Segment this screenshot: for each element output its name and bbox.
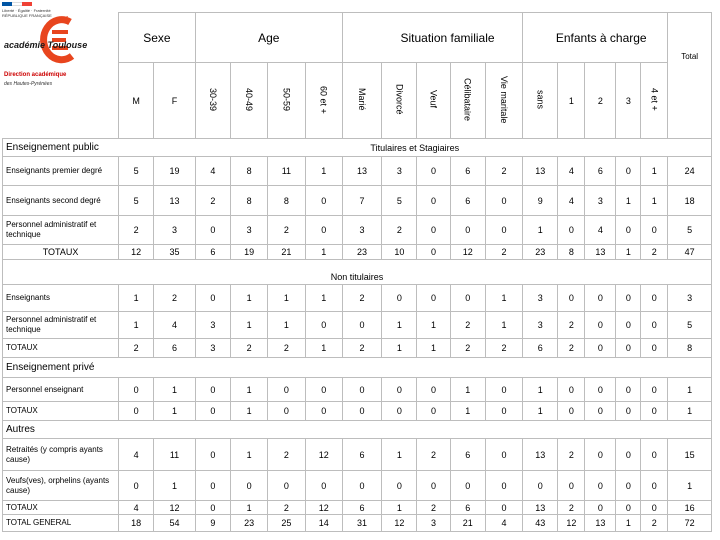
row-label: Enseignants [3, 285, 119, 312]
table-cell: 1 [523, 378, 558, 402]
table-cell: 0 [485, 186, 522, 216]
table-cell: 1 [230, 501, 267, 515]
table-cell: 0 [485, 501, 522, 515]
table-cell: 0 [585, 501, 616, 515]
table-cell: 0 [585, 471, 616, 501]
table-cell: 0 [305, 186, 342, 216]
table-cell: 0 [342, 402, 381, 421]
table-cell: 13 [154, 186, 195, 216]
table-cell: 21 [450, 515, 485, 532]
table-cell: 0 [450, 285, 485, 312]
col-marie: Marié [342, 63, 381, 139]
table-cell: 12 [305, 501, 342, 515]
table-cell: 6 [450, 186, 485, 216]
table-cell: 0 [342, 312, 381, 339]
table-cell: 6 [450, 439, 485, 471]
table-cell: 2 [417, 501, 450, 515]
table-cell: 6 [585, 157, 616, 186]
table-cell: 0 [268, 471, 305, 501]
table-cell: 1 [230, 402, 267, 421]
table-cell: 0 [616, 285, 641, 312]
table-cell: 4 [558, 186, 585, 216]
row-total-cell: 16 [668, 501, 712, 515]
table-cell: 0 [195, 402, 230, 421]
table-cell: 0 [641, 216, 668, 245]
table-cell: 0 [585, 378, 616, 402]
table-cell: 1 [382, 339, 417, 358]
table-cell: 13 [523, 439, 558, 471]
row-label: TOTAUX [3, 245, 119, 260]
table-cell: 0 [616, 378, 641, 402]
table-cell: 2 [268, 501, 305, 515]
row-total-cell: 72 [668, 515, 712, 532]
section-autres: Autres [3, 421, 712, 439]
table-cell: 6 [523, 339, 558, 358]
logo-cell [3, 13, 119, 63]
table-cell: 23 [342, 245, 381, 260]
table-cell: 2 [485, 339, 522, 358]
table-cell: 0 [616, 157, 641, 186]
col-veuf: Veuf [417, 63, 450, 139]
col-50-59: 50-59 [268, 63, 305, 139]
table-cell: 0 [382, 402, 417, 421]
table-cell: 2 [558, 339, 585, 358]
table-cell: 0 [641, 402, 668, 421]
table-cell: 0 [558, 285, 585, 312]
table-cell: 9 [195, 515, 230, 532]
table-cell: 1 [485, 312, 522, 339]
table-cell: 2 [342, 339, 381, 358]
col-4-plus: 4 et + [641, 63, 668, 139]
table-cell: 6 [342, 501, 381, 515]
table-cell: 12 [558, 515, 585, 532]
table-cell: 2 [268, 216, 305, 245]
table-cell: 0 [585, 439, 616, 471]
col-3: 3 [616, 63, 641, 139]
table-cell: 4 [585, 216, 616, 245]
department-label: des Hautes-Pyrénées [4, 81, 53, 87]
table-cell: 2 [450, 312, 485, 339]
table-cell: 9 [523, 186, 558, 216]
table-cell: 0 [641, 378, 668, 402]
table-cell: 0 [417, 216, 450, 245]
table-row [3, 471, 712, 501]
table-cell: 0 [305, 312, 342, 339]
table-cell: 0 [641, 285, 668, 312]
table-cell: 0 [342, 471, 381, 501]
table-cell: 2 [641, 245, 668, 260]
table-cell: 1 [616, 245, 641, 260]
table-cell: 3 [342, 216, 381, 245]
table-cell: 6 [154, 339, 195, 358]
row-total-cell: 5 [668, 312, 712, 339]
table-row [3, 339, 712, 358]
col-divorce: Divorcé [382, 63, 417, 139]
table-cell: 0 [119, 471, 154, 501]
table-cell: 0 [119, 378, 154, 402]
table-cell: 0 [485, 439, 522, 471]
header-age: Age [195, 13, 342, 63]
table-cell: 6 [195, 245, 230, 260]
direction-label: Direction académique [4, 72, 67, 78]
table-cell: 1 [230, 285, 267, 312]
table-row [3, 378, 712, 402]
table-cell: 0 [417, 471, 450, 501]
statistics-table [2, 12, 712, 532]
row-label: Enseignants second degré [3, 186, 119, 216]
col-30-39: 30-39 [195, 63, 230, 139]
table-cell: 1 [382, 501, 417, 515]
table-cell: 0 [417, 186, 450, 216]
row-total-cell: 15 [668, 439, 712, 471]
row-total-cell: 47 [668, 245, 712, 260]
table-cell: 31 [342, 515, 381, 532]
table-cell: 2 [382, 216, 417, 245]
table-cell: 13 [585, 245, 616, 260]
table-cell: 0 [417, 378, 450, 402]
table-cell: 4 [558, 157, 585, 186]
table-cell: 0 [523, 471, 558, 501]
table-cell: 3 [195, 312, 230, 339]
table-row [3, 515, 712, 532]
table-cell: 0 [558, 216, 585, 245]
table-cell: 4 [119, 501, 154, 515]
table-cell: 2 [268, 339, 305, 358]
table-cell: 0 [268, 378, 305, 402]
row-label: TOTAL GENERAL [3, 515, 119, 532]
table-cell: 0 [585, 339, 616, 358]
table-cell: 19 [154, 157, 195, 186]
table-cell: 1 [485, 285, 522, 312]
table-row [3, 501, 712, 515]
table-cell: 0 [195, 216, 230, 245]
row-label: Personnel administratif et technique [3, 216, 119, 245]
table-cell: 1 [450, 378, 485, 402]
table-cell: 1 [305, 339, 342, 358]
table-cell: 0 [616, 501, 641, 515]
table-cell: 0 [641, 471, 668, 501]
academy-name: académie Toulouse [4, 40, 88, 50]
table-cell: 0 [485, 402, 522, 421]
table-cell: 19 [230, 245, 267, 260]
table-cell: 0 [558, 471, 585, 501]
table-cell: 0 [616, 471, 641, 501]
table-cell: 0 [119, 402, 154, 421]
table-row [3, 285, 712, 312]
table-cell: 54 [154, 515, 195, 532]
table-cell: 1 [154, 402, 195, 421]
table-cell: 0 [417, 402, 450, 421]
table-cell: 23 [523, 245, 558, 260]
table-cell: 1 [230, 378, 267, 402]
table-cell: 12 [382, 515, 417, 532]
table-cell: 1 [616, 515, 641, 532]
table-cell: 8 [268, 186, 305, 216]
table-cell: 0 [641, 439, 668, 471]
row-label: Personnel administratif et technique [3, 312, 119, 339]
table-cell: 1 [305, 157, 342, 186]
table-cell: 4 [154, 312, 195, 339]
row-total-cell: 5 [668, 216, 712, 245]
col-40-49: 40-49 [230, 63, 267, 139]
table-cell: 1 [641, 157, 668, 186]
table-cell: 2 [342, 285, 381, 312]
table-cell: 0 [195, 285, 230, 312]
table-cell: 0 [585, 312, 616, 339]
table-cell: 2 [119, 339, 154, 358]
table-cell: 1 [119, 312, 154, 339]
table-cell: 0 [641, 339, 668, 358]
table-cell: 13 [342, 157, 381, 186]
table-cell: 1 [119, 285, 154, 312]
table-cell: 5 [119, 186, 154, 216]
col-m: M [119, 63, 154, 139]
table-cell: 1 [450, 402, 485, 421]
table-cell: 0 [195, 378, 230, 402]
col-2: 2 [585, 63, 616, 139]
table-cell: 3 [417, 515, 450, 532]
table-cell: 2 [230, 339, 267, 358]
table-cell: 0 [230, 471, 267, 501]
table-row [3, 439, 712, 471]
table-cell: 1 [523, 402, 558, 421]
row-label: Veufs(ves), orphelins (ayants cause) [3, 471, 119, 501]
table-cell: 3 [382, 157, 417, 186]
row-total-cell: 8 [668, 339, 712, 358]
table-cell: 0 [268, 402, 305, 421]
table-cell: 13 [585, 515, 616, 532]
section-titulaires: Titulaires et Stagiaires [119, 139, 712, 157]
row-total-cell: 24 [668, 157, 712, 186]
table-cell: 0 [417, 285, 450, 312]
table-cell: 0 [616, 339, 641, 358]
table-cell: 2 [485, 157, 522, 186]
table-cell: 13 [523, 501, 558, 515]
table-cell: 6 [342, 439, 381, 471]
col-vie-maritale: Vie maritale [485, 63, 522, 139]
table-cell: 2 [119, 216, 154, 245]
table-cell: 0 [641, 501, 668, 515]
header-situation: Situation familiale [342, 13, 522, 63]
table-cell: 4 [485, 515, 522, 532]
table-cell: 3 [585, 186, 616, 216]
section-prive: Enseignement privé [3, 358, 712, 378]
table-cell: 25 [268, 515, 305, 532]
table-cell: 1 [154, 471, 195, 501]
table-cell: 12 [154, 501, 195, 515]
table-cell: 1 [417, 339, 450, 358]
table-cell: 0 [382, 471, 417, 501]
table-cell: 21 [268, 245, 305, 260]
table-cell: 0 [616, 439, 641, 471]
table-cell: 3 [523, 312, 558, 339]
table-cell: 2 [558, 501, 585, 515]
table-cell: 0 [382, 285, 417, 312]
table-cell: 0 [342, 378, 381, 402]
table-cell: 1 [616, 186, 641, 216]
table-cell: 18 [119, 515, 154, 532]
row-total-cell: 3 [668, 285, 712, 312]
table-cell: 0 [558, 378, 585, 402]
table-cell: 5 [119, 157, 154, 186]
table-cell: 1 [305, 245, 342, 260]
table-cell: 8 [230, 186, 267, 216]
row-total-cell: 1 [668, 471, 712, 501]
table-row [3, 216, 712, 245]
column-header-row [3, 63, 712, 139]
french-flag-icon [2, 2, 32, 6]
table-cell: 0 [450, 471, 485, 501]
table-cell: 3 [195, 339, 230, 358]
table-cell: 0 [195, 501, 230, 515]
table-row [3, 157, 712, 186]
table-cell: 1 [382, 439, 417, 471]
table-cell: 6 [450, 157, 485, 186]
col-1: 1 [558, 63, 585, 139]
header-total: Total [668, 13, 712, 63]
table-cell: 7 [342, 186, 381, 216]
table-cell: 12 [450, 245, 485, 260]
table-cell: 1 [154, 378, 195, 402]
section-public: Enseignement public [3, 139, 119, 157]
table-row [3, 186, 712, 216]
header-sexe: Sexe [119, 13, 196, 63]
table-row [3, 245, 712, 260]
table-cell: 0 [195, 439, 230, 471]
table-cell: 0 [558, 402, 585, 421]
table-cell: 2 [558, 312, 585, 339]
table-cell: 0 [616, 216, 641, 245]
table-cell: 2 [485, 245, 522, 260]
table-cell: 2 [641, 515, 668, 532]
table-cell: 1 [268, 285, 305, 312]
table-cell: 0 [585, 285, 616, 312]
table-row [3, 402, 712, 421]
table-cell: 0 [585, 402, 616, 421]
table-cell: 1 [305, 285, 342, 312]
table-cell: 2 [195, 186, 230, 216]
table-cell: 0 [450, 216, 485, 245]
row-total-cell: 1 [668, 378, 712, 402]
table-cell: 14 [305, 515, 342, 532]
table-cell: 0 [417, 157, 450, 186]
row-label: TOTAUX [3, 339, 119, 358]
col-60-plus: 60 et + [305, 63, 342, 139]
col-sans: sans [523, 63, 558, 139]
col-f: F [154, 63, 195, 139]
col-celibataire: Célibataire [450, 63, 485, 139]
table-cell: 5 [382, 186, 417, 216]
table-cell: 10 [382, 245, 417, 260]
table-cell: 0 [305, 378, 342, 402]
table-cell: 2 [417, 439, 450, 471]
table-cell: 12 [119, 245, 154, 260]
table-cell: 2 [154, 285, 195, 312]
table-cell: 0 [417, 245, 450, 260]
table-cell: 2 [558, 439, 585, 471]
table-cell: 0 [382, 378, 417, 402]
republic-caption: Liberté · Égalité · Fraternité RÉPUBLIQUE FRANÇAISE [2, 8, 52, 18]
row-label: Enseignants premier degré [3, 157, 119, 186]
row-total-cell: 18 [668, 186, 712, 216]
table-cell: 12 [305, 439, 342, 471]
table-cell: 35 [154, 245, 195, 260]
table-cell: 0 [485, 216, 522, 245]
table-cell: 0 [485, 471, 522, 501]
table-cell: 3 [523, 285, 558, 312]
table-cell: 2 [268, 439, 305, 471]
header-enfants: Enfants à charge [523, 13, 668, 63]
row-label: Personnel enseignant [3, 378, 119, 402]
table-row [3, 312, 712, 339]
table-cell: 43 [523, 515, 558, 532]
table-cell: 11 [268, 157, 305, 186]
table-cell: 0 [305, 471, 342, 501]
table-cell: 0 [195, 471, 230, 501]
table-cell: 2 [450, 339, 485, 358]
table-cell: 6 [450, 501, 485, 515]
table-cell: 1 [382, 312, 417, 339]
row-label: Retraités (y compris ayants cause) [3, 439, 119, 471]
table-cell: 3 [230, 216, 267, 245]
table-cell: 0 [305, 402, 342, 421]
table-cell: 0 [616, 312, 641, 339]
table-cell: 0 [641, 312, 668, 339]
table-cell: 13 [523, 157, 558, 186]
table-cell: 1 [268, 312, 305, 339]
table-cell: 1 [523, 216, 558, 245]
table-cell: 1 [230, 439, 267, 471]
table-cell: 0 [485, 378, 522, 402]
row-label: TOTAUX [3, 402, 119, 421]
table-cell: 4 [195, 157, 230, 186]
table-cell: 3 [154, 216, 195, 245]
table-cell: 4 [119, 439, 154, 471]
table-cell: 1 [641, 186, 668, 216]
row-label: TOTAUX [3, 501, 119, 515]
table-cell: 0 [616, 402, 641, 421]
section-non-titulaires: Non titulaires [3, 260, 712, 285]
table-cell: 1 [417, 312, 450, 339]
table-cell: 8 [230, 157, 267, 186]
table-cell: 23 [230, 515, 267, 532]
table-cell: 1 [230, 312, 267, 339]
row-total-cell: 1 [668, 402, 712, 421]
table-cell: 8 [558, 245, 585, 260]
table-cell: 11 [154, 439, 195, 471]
table-cell: 0 [305, 216, 342, 245]
